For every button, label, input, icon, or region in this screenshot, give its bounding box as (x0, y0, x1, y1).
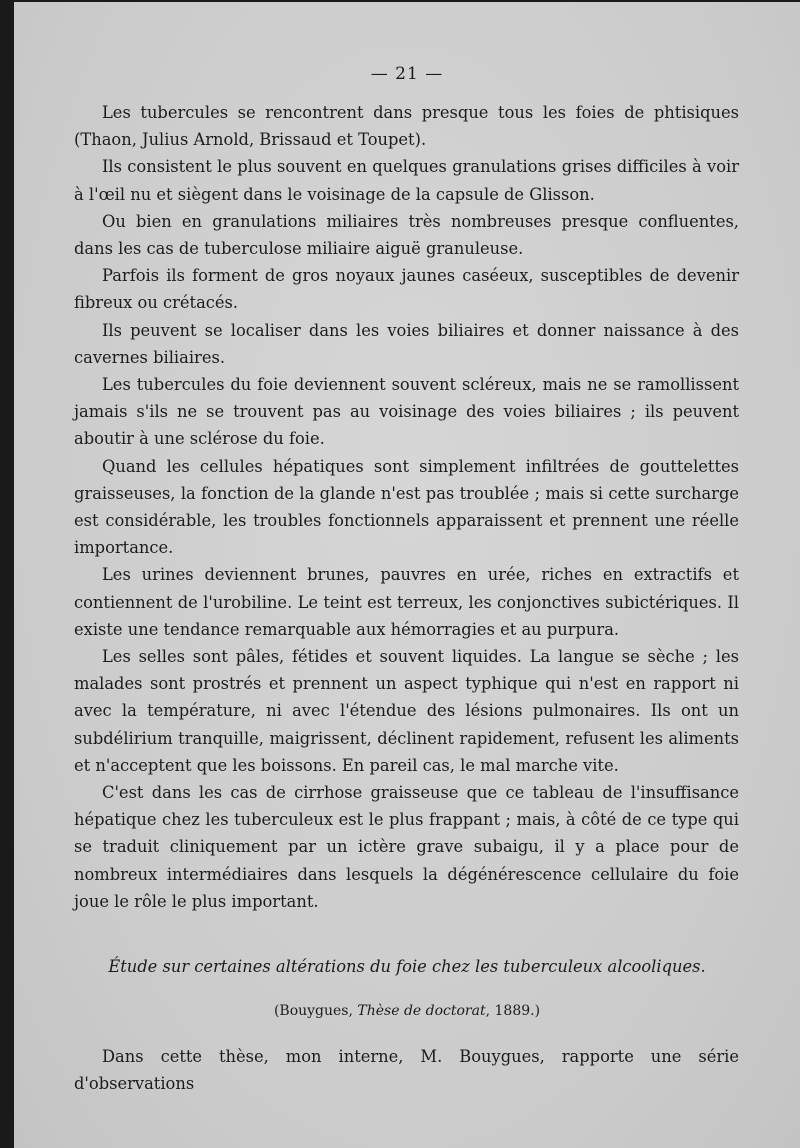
paragraph: Dans cette thèse, mon interne, M. Bouygues, rapporte une série d'observations (74, 1047, 739, 1094)
citation-work: Thèse de doctorat (357, 1003, 486, 1019)
paragraph: Ou bien en granulations miliaires très nombreuses presque confluentes, dans les cas de tuberculose miliaire aiguë granuleuse. (74, 211, 739, 259)
citation-open: (Bouygues, (273, 1003, 358, 1019)
paragraph: Quand les cellules hépatiques sont simplement infiltrées de gouttelettes graisseuses, la fonction de la glande n'est pas troublée ; mais si cette surcharge est considérable, les troubles fonctionnels apparaissent et prennent une réelle importance. (74, 456, 739, 558)
paragraph: Les selles sont pâles, fétides et souvent liquides. La langue se sèche ; les malades sont prostrés et prennent un aspect typhique qui n'est en rapport ni avec la température, ni avec l'étendue des lésions pulmonaires. Ils ont un subdélirium tranquille, maigrissent, déclinent rapidement, refusent les aliments et n'acceptent que les boissons. En pareil cas, le mal marche vite. (74, 647, 739, 775)
citation-close: , 1889.) (485, 1003, 541, 1019)
paragraph: Ils peuvent se localiser dans les voies biliaires et donner naissance à des cavernes biliaires. (74, 320, 739, 367)
paragraph: Les tubercules se rencontrent dans presque tous les foies de phtisiques (Thaon, Julius Arnold, Brissaud et Toupet). (74, 103, 739, 150)
body-text (74, 99, 739, 915)
document-page (14, 2, 800, 1148)
paragraph: Les urines deviennent brunes, pauvres en urée, riches en extractifs et contiennent de l'urobiline. Le teint est terreux, les conjonctives subictériques. Il existe une tendance remarquable aux hémorragies et au purpura. (74, 565, 739, 639)
paragraph: C'est dans les cas de cirrhose graisseuse que ce tableau de l'insuffisance hépatique chez les tuberculeux est le plus frappant ; mais, à côté de ce type qui se traduit cliniquement par un ictère grave subaigu, il y a place pour de nombreux intermédiaires dans lesquels la dégénérescence cellulaire du foie joue le rôle le plus important. (74, 783, 739, 911)
paragraph: Les tubercules du foie deviennent souvent scléreux, mais ne se ramollissent jamais s'ils ne se trouvent pas au voisinage des voies biliaires ; ils peuvent aboutir à une sclérose du foie. (74, 375, 739, 449)
section-title: Étude sur certaines altérations du foie chez les tuberculeux alcooliques. (108, 957, 706, 976)
paragraph: Parfois ils forment de gros noyaux jaunes caséeux, susceptibles de devenir fibreux ou crétacés. (74, 266, 739, 313)
paragraph: Ils consistent le plus souvent en quelques granulations grises difficiles à voir à l'œil nu et siègent dans le voisinage de la capsule de Glisson. (74, 157, 739, 204)
page-number: — 21 — (370, 64, 444, 84)
citation (14, 1003, 800, 1019)
